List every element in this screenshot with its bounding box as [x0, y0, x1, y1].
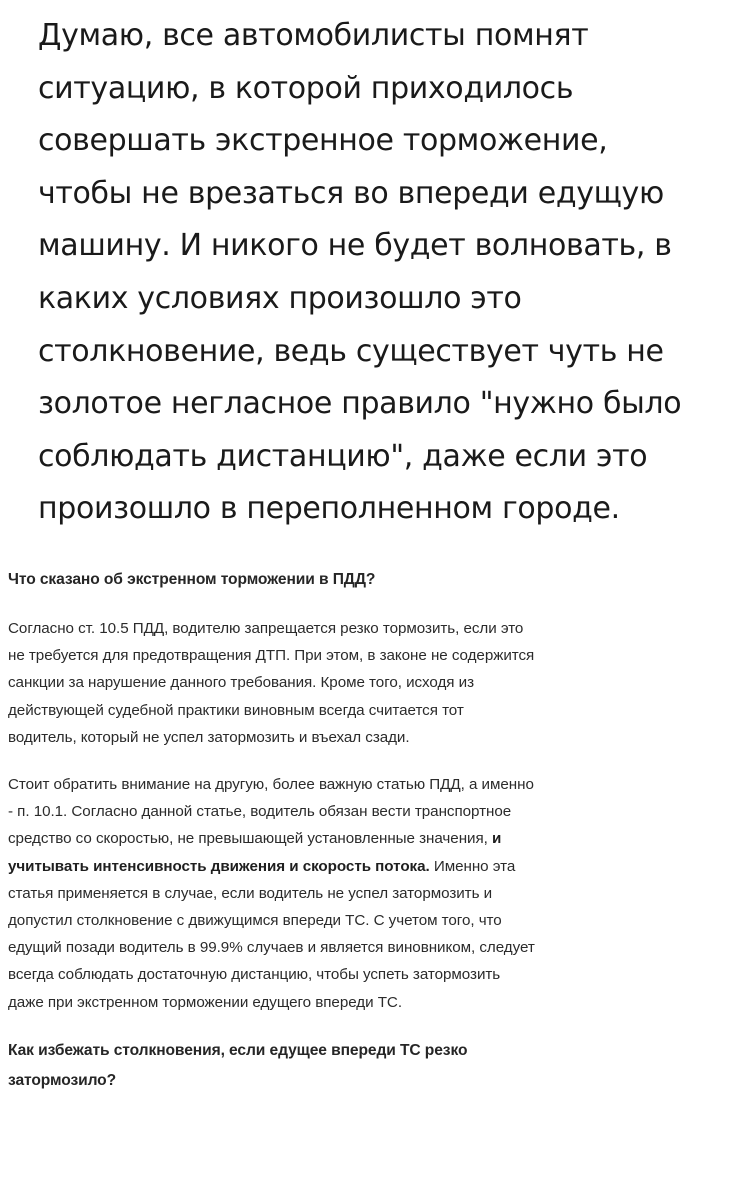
intro-line: соблюдать дистанцию", даже если это [38, 438, 648, 474]
heading-line: затормозило? [8, 1071, 117, 1089]
intro-text [38, 10, 718, 536]
paragraph-line: даже при экстренном торможении едущего впереди ТС. [8, 993, 403, 1011]
intro-line: золотое негласное правило "нужно было [38, 386, 682, 422]
paragraph-line: санкции за нарушение данного требования. Кроме того, исходя из [8, 674, 474, 692]
intro-line: каких условиях произошло это [38, 280, 522, 316]
paragraph-line: водитель, который не успел затормозить и въехал сзади. [8, 728, 410, 746]
section-heading-avoid-collision [8, 1036, 730, 1096]
paragraph-line: Согласно ст. 10.5 ПДД, водителю запрещается резко тормозить, если это [8, 620, 524, 637]
article-excerpt [8, 565, 730, 1096]
intro-line: произошло в переполненном городе. [38, 491, 620, 527]
intro-line: Думаю, все автомобилисты помнят [38, 18, 589, 53]
paragraph-line: всегда соблюдать достаточную дистанцию, чтобы успеть затормозить [8, 966, 501, 984]
heading-line: Что сказано об экстренном торможении в ПДД? [8, 571, 376, 588]
paragraph-line: едущий позади водитель в 99.9% случаев и является виновником, следует [8, 939, 535, 957]
section-heading-braking-rules [8, 565, 730, 595]
paragraph-text: Именно эта [429, 857, 516, 875]
intro-line: машину. И никого не будет волновать, в [38, 228, 672, 264]
intro-line: столкновение, ведь существует чуть не [38, 333, 664, 369]
paragraph-line: статья применяется в случае, если водитель не успел затормозить и [8, 884, 493, 902]
paragraph-line [8, 825, 730, 852]
heading-line: Как избежать столкновения, если едущее впереди ТС резко [8, 1041, 468, 1059]
paragraph-text: средство со скоростью, не превышающей установленные значения, [8, 830, 492, 848]
paragraph-line: - п. 10.1. Согласно данной статье, водитель обязан вести транспортное [8, 803, 512, 821]
intro-line: совершать экстренное торможение, [38, 123, 608, 159]
paragraph-line [8, 853, 730, 880]
emphasis-text: и [491, 830, 502, 848]
paragraph-line: действующей судебной практики виновным всегда считается тот [8, 701, 464, 719]
paragraph-line: допустил столкновение с движущимся впереди ТС. С учетом того, что [8, 912, 502, 930]
paragraph-line: не требуется для предотвращения ДТП. При этом, в законе не содержится [8, 647, 535, 665]
intro-line: чтобы не врезаться во впереди едущую [38, 175, 664, 211]
paragraph-line: Стоит обратить внимание на другую, более важную статью ПДД, а именно [8, 776, 534, 794]
intro-line: ситуацию, в которой приходилось [38, 70, 574, 106]
paragraph-article-10-1 [8, 771, 730, 1016]
paragraph-article-10-5 [8, 615, 730, 751]
emphasis-text: учитывать интенсивность движения и скорость потока. [8, 857, 430, 875]
